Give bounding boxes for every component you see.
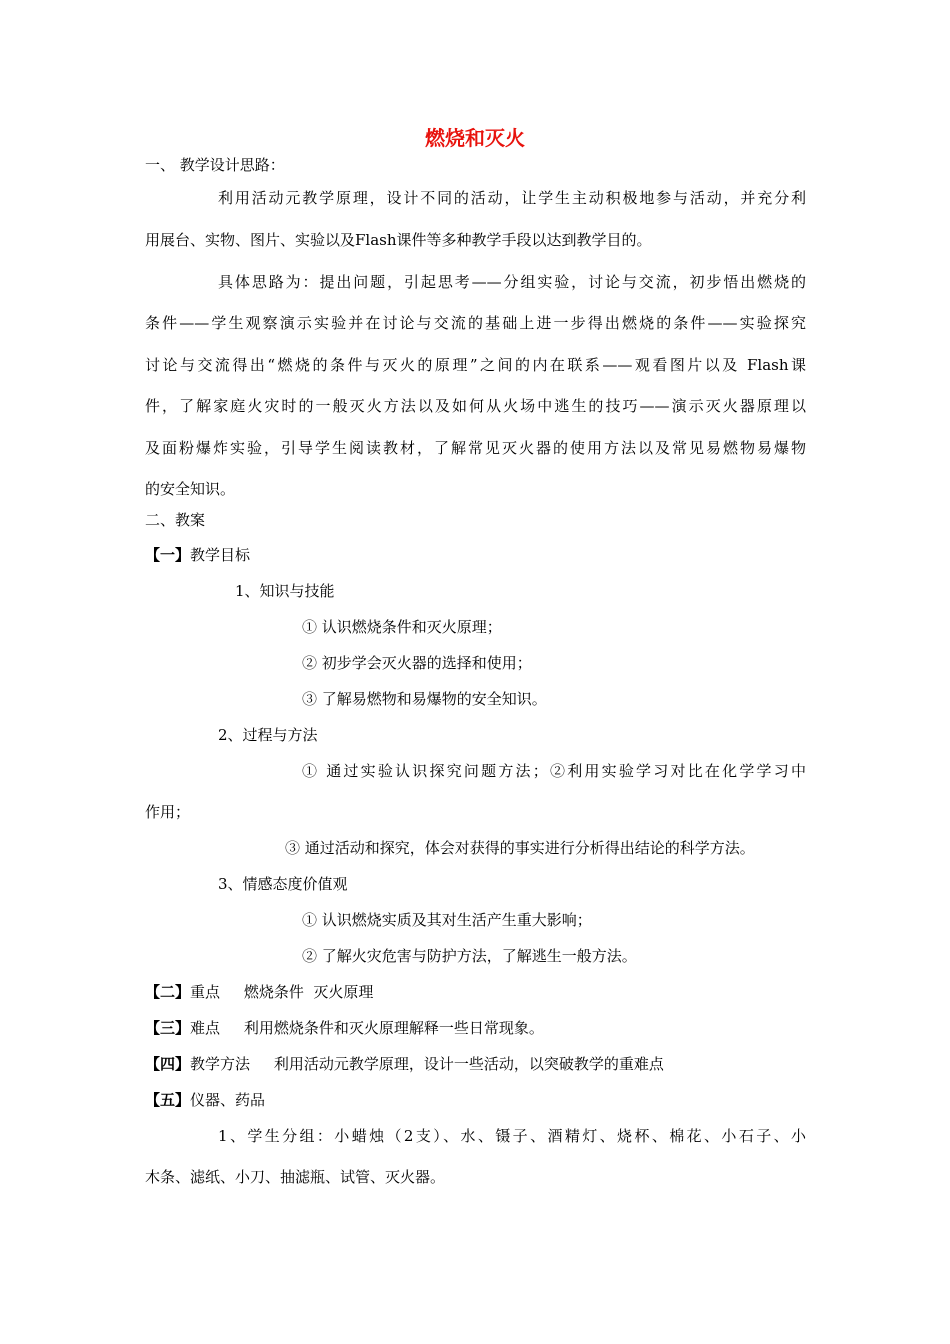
part-label: 【四】: [145, 1055, 191, 1073]
part-heading-goals: [145, 545, 250, 565]
list-item: ③ 通过活动和探究，体会对获得的事实进行分析得出结论的科学方法。: [285, 839, 755, 857]
part-text: 重点 燃烧条件 灭火原理: [190, 983, 374, 1001]
paragraph-line: 条件——学生观察演示实验并在讨论与交流的基础上进一步得出燃烧的条件——实验探究: [145, 314, 806, 332]
subheading-attitude: 3、情感态度价值观: [218, 875, 348, 893]
part-label: 【五】: [145, 1091, 191, 1109]
subheading-process: 2、过程与方法: [218, 726, 318, 744]
part-text: 仪器、药品: [190, 1091, 266, 1109]
paragraph-line: 件，了解家庭火灾时的一般灭火方法以及如何从火场中逃生的技巧——演示灭火器原理以: [145, 397, 806, 415]
paragraph-line: 具体思路为：提出问题，引起思考——分组实验，讨论与交流，初步悟出燃烧的: [218, 273, 806, 291]
list-item-continuation: 作用；: [145, 803, 191, 821]
section-heading-design: 一、 教学设计思路：: [145, 156, 285, 174]
part-text: 教学目标: [190, 546, 251, 564]
paragraph-line: 的安全知识。: [145, 480, 236, 498]
part-label: 【一】: [145, 546, 191, 564]
part-heading-methods: [145, 1054, 664, 1074]
paragraph-line: 利用活动元教学原理，设计不同的活动，让学生主动积极地参与活动，并充分利: [218, 189, 806, 207]
part-text: 教学方法 利用活动元教学原理，设计一些活动，以突破教学的重难点: [190, 1055, 664, 1073]
paragraph-line: 及面粉爆炸实验，引导学生阅读教材，了解常见灭火器的使用方法以及常见易燃物易爆物: [145, 439, 806, 457]
part-label: 【二】: [145, 983, 191, 1001]
list-item: ① 认识燃烧条件和灭火原理；: [302, 618, 502, 636]
subheading-knowledge: 1、知识与技能: [235, 582, 335, 600]
list-item: ③ 了解易燃物和易爆物的安全知识。: [302, 690, 547, 708]
paragraph-line: 木条、滤纸、小刀、抽滤瓶、试管、灭火器。: [145, 1168, 446, 1186]
section-heading-lesson-plan: 二、教案: [145, 511, 206, 529]
paragraph-line: 1、学生分组：小蜡烛（2支）、水、镊子、酒精灯、烧杯、棉花、小石子、小: [218, 1127, 806, 1145]
paragraph-line: 讨论与交流得出“燃烧的条件与灭火的原理”之间的内在联系——观看图片以及 Flash课: [145, 356, 806, 374]
paragraph-line: 用展台、实物、图片、实验以及Flash课件等多种教学手段以达到教学目的。: [145, 231, 652, 249]
list-item: ① 通过实验认识探究问题方法；②利用实验学习对比在化学学习中: [302, 762, 806, 780]
part-text: 难点 利用燃烧条件和灭火原理解释一些日常现象。: [190, 1019, 544, 1037]
list-item: ② 初步学会灭火器的选择和使用；: [302, 654, 532, 672]
part-label: 【三】: [145, 1019, 191, 1037]
part-heading-equipment: [145, 1090, 265, 1110]
part-heading-key-points: [145, 982, 373, 1002]
list-item: ② 了解火灾危害与防护方法，了解逃生一般方法。: [302, 947, 637, 965]
list-item: ① 认识燃烧实质及其对生活产生重大影响；: [302, 911, 592, 929]
document-title: 燃烧和灭火: [425, 126, 525, 150]
part-heading-difficulties: [145, 1018, 544, 1038]
